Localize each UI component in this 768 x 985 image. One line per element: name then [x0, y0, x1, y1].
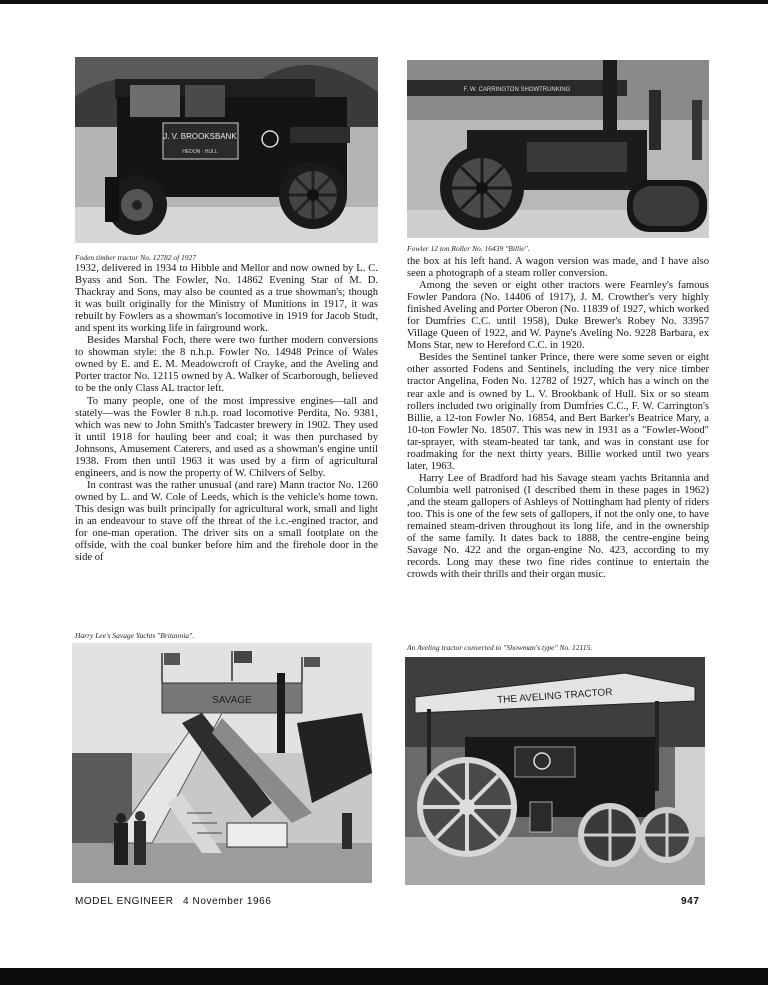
photo-fowler-roller — [407, 60, 709, 238]
right-column-text — [407, 256, 709, 581]
photo-savage-yachts — [72, 643, 372, 883]
footer-magazine: MODEL ENGINEER — [75, 896, 174, 907]
footer-magazine-date — [75, 896, 272, 907]
scan-edge-top — [0, 0, 768, 4]
left-paragraph-1: 1932, delivered in 1934 to Hibble and Mellor and now owned by L. C. Byass and Son. The Fowler, No. 14862 Evening Star of M. D. Thackray and Sons, may also be counted as a true showman's; though it was built originally for the Ministry of Munitions in 1917, it was rebuilt by Fowlers as a showman's locomotive in 1919 for Jacob Studt, and spent its working life in fairground work. — [75, 263, 378, 335]
photo4-canopy-text: THE AVELING TRACTOR — [496, 686, 613, 707]
photo1-sign-subtext: HEDON · HULL — [182, 149, 218, 155]
caption-photo4: An Aveling tractor converted to "Showman's type" No. 12115. — [407, 643, 593, 652]
scan-edge-bottom — [0, 968, 768, 985]
left-paragraph-2: Besides Marshal Foch, there were two further modern conversions to showman style: the 8 n.h.p. Fowler No. 14948 Prince of Wales owned by E. and E. M. Meadowcroft of Crayke, and the Aveling and Porter tractor No. 12115 owned by A. Walker of Scarborough, believed to be the only Class AL tractor left. — [75, 335, 378, 395]
caption-photo1: Foden timber tractor No. 12782 of 1927 — [75, 253, 197, 262]
right-paragraph-4: Harry Lee of Bradford had his Savage steam yachts Britannia and Columbia well patronised (I described them in these pages in 1962) ,and the steam gallopers of Ashleys of Nottingham had plenty of riders too. This is one of the few sets of gallopers, if not the only one, to have remained steam-driven throughout its long life, and in the ownership of the same family. It dates back to 1888, the centre-engine being Savage No. 422 and the organ-engine No. 423, according to my records. Long may these two fine rides continue to entertain the crowds with their thrills and their organ music. — [407, 472, 709, 581]
photo3-sign-text: SAVAGE — [212, 695, 252, 706]
photo-aveling-tractor — [405, 657, 705, 885]
right-paragraph-1: the box at his left hand. A wagon version was made, and I have also seen a photograph of a steam roller conversion. — [407, 256, 709, 280]
photo2-canopy-text: F. W. CARRINGTON SHOWTRUNKING — [463, 87, 571, 93]
page-number: 947 — [681, 896, 700, 907]
left-paragraph-3: To many people, one of the most impressive engines—tall and stately—was the Fowler 8 n.h.p. road locomotive Perdita, No. 9381, which was new to John Smith's Tadcaster brewery in 1902. They used it until 1918 for hauling beer and coal; it was then purchased by Johnsons, Amusement Caterers, and used as a showman's engine until 1938. From then until 1963 it was used by a firm of agricultural engineers, and is now the property of W. Chilvers of Selby. — [75, 395, 378, 479]
right-paragraph-3: Besides the Sentinel tanker Prince, there were some seven or eight other assorted Fodens and Sentinels, including the very nice timber tractor Angelina, Foden No. 12782 of 1927, which has a winch on the rear axle and is owned by L. V. Brookbank of Hull. Six or so steam rollers included two originally from Dumfries C.C., F. W. Carrington's Billie, a 12-ton Fowler No. 16854, and Bert Barker's Beatrice Mary, a 10-ton Fowler No. 18507. This was new in 1931 as a "Fowler-Wood" tar-sprayer, with steam-heated tar tank, and was in constant use for roadmaking for the next thirty years. Billie worked until two years later, 1963. — [407, 352, 709, 472]
photo1-sign-text: J. V. BROOKSBANK — [163, 132, 237, 141]
photo-foden-tractor — [75, 57, 378, 243]
caption-photo3: Harry Lee's Savage Yachts "Britannia". — [75, 631, 195, 640]
left-paragraph-4: In contrast was the rather unusual (and rare) Mann tractor No. 1260 owned by L. and W. Cole of Leeds, which is the vehicle's home town. This design was built principally for agricultural work, small and light in an endeavour to stave off the threat of the i.c.-engined tractor, and for one-man operation. The driver sits on a small footplate on the offside, with the coal bunker before him and the firehole door in the side of — [75, 479, 378, 564]
caption-photo2: Fowler 12 ton Roller No. 16439 "Billie". — [407, 244, 530, 253]
right-paragraph-2: Among the seven or eight other tractors were Fearnley's famous Fowler Pandora (No. 14406 of 1917), J. M. Crowther's very highly finished Aveling and Porter Oberon (No. 11839 of 1927, which worked for Dumfries C.C. until 1958), Duke Brewer's Robey No. 33957 Village Queen of 1922, and W. Payne's Aveling No. 9228 Barbara, ex Mons Star, new to Hereford C.C. in 1920. — [407, 280, 709, 352]
footer-date: 4 November 1966 — [183, 896, 272, 907]
left-column-text — [75, 263, 378, 564]
